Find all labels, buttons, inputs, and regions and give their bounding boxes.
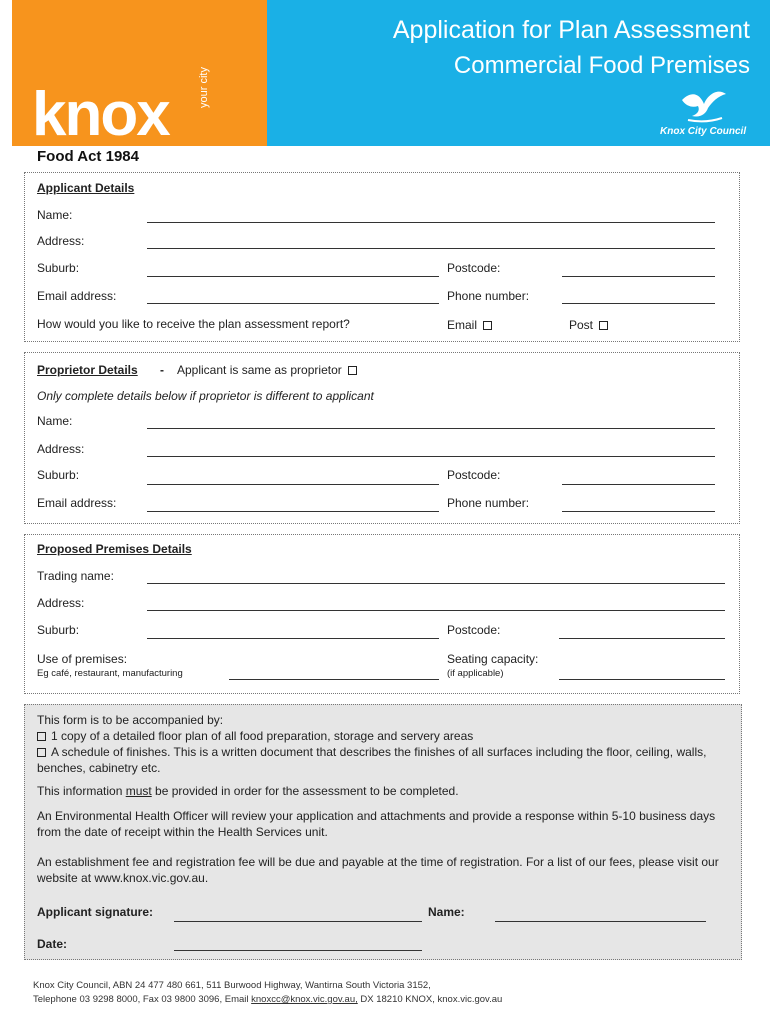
- proprietor-address-label: Address:: [37, 442, 85, 456]
- applicant-heading: Applicant Details: [37, 181, 135, 195]
- proprietor-section: [24, 352, 740, 524]
- must-post: be provided in order for the assessment to be completed.: [151, 784, 459, 798]
- proprietor-name-label: Name:: [37, 414, 73, 428]
- must-provide-text: [37, 783, 737, 799]
- report-delivery-question: How would you like to receive the plan assessment report?: [37, 317, 350, 331]
- same-as-applicant-label: Applicant is same as proprietor: [177, 363, 342, 377]
- applicant-phone-label: Phone number:: [447, 289, 530, 303]
- proprietor-suburb-label: Suburb:: [37, 468, 80, 482]
- applicant-email-label: Email address:: [37, 289, 117, 303]
- proprietor-email-label: Email address:: [37, 496, 117, 510]
- footer-contact: [33, 994, 502, 1005]
- premises-postcode-field[interactable]: [559, 638, 725, 639]
- must-word: must: [125, 784, 152, 798]
- footer-address: Knox City Council, ABN 24 477 480 661, 511 Burwood Highway, Wantirna South Victoria 3152,: [33, 980, 431, 991]
- trading-name-label: Trading name:: [37, 569, 114, 583]
- requirement-finishes: [37, 744, 737, 776]
- premises-address-field[interactable]: [147, 610, 725, 611]
- knox-logo: knox: [32, 80, 169, 149]
- proprietor-postcode-label: Postcode:: [447, 468, 501, 482]
- proprietor-heading: Proprietor Details: [37, 363, 138, 377]
- applicant-postcode-label: Postcode:: [447, 261, 501, 275]
- use-of-premises-hint: Eg café, restaurant, manufacturing: [37, 668, 183, 679]
- applicant-address-label: Address:: [37, 234, 85, 248]
- review-text: An Environmental Health Officer will review your application and attachments and provide a response within 5-10 business days from the date of receipt within the Health Services unit.: [37, 809, 716, 839]
- floor-plan-text: 1 copy of a detailed floor plan of all food preparation, storage and servery areas: [51, 729, 474, 743]
- proprietor-name-field[interactable]: [147, 428, 715, 429]
- fees-text: An establishment fee and registration fee will be due and payable at the time of registration. For a list of our fees, please visit our website at www.knox.vic.gov.au.: [37, 855, 719, 885]
- report-post-label: Post: [569, 318, 594, 332]
- act-title: Food Act 1984: [37, 148, 139, 165]
- report-post-checkbox[interactable]: [599, 321, 608, 330]
- premises-heading: Proposed Premises Details: [37, 542, 192, 556]
- footer-contact-post: DX 18210 KNOX, knox.vic.gov.au: [357, 994, 503, 1005]
- logo-tagline: your city: [198, 67, 210, 108]
- seating-capacity-hint: (if applicable): [447, 668, 504, 679]
- signature-field[interactable]: [174, 921, 422, 922]
- premises-suburb-field[interactable]: [147, 638, 439, 639]
- proprietor-phone-field[interactable]: [562, 511, 715, 512]
- report-post-option[interactable]: [569, 318, 608, 332]
- sign-name-field[interactable]: [495, 921, 706, 922]
- finishes-checkbox[interactable]: [37, 748, 46, 757]
- seating-capacity-label: Seating capacity:: [447, 652, 539, 666]
- applicant-name-label: Name:: [37, 208, 73, 222]
- council-bird-icon: [678, 86, 728, 126]
- premises-address-label: Address:: [37, 596, 85, 610]
- report-email-checkbox[interactable]: [483, 321, 492, 330]
- must-pre: This information: [37, 784, 126, 798]
- proprietor-dash: -: [160, 363, 164, 377]
- floor-plan-checkbox[interactable]: [37, 732, 46, 741]
- signature-label: Applicant signature:: [37, 905, 154, 919]
- requirements-intro: This form is to be accompanied by:: [37, 713, 224, 727]
- form-title: Application for Plan Assessment: [392, 16, 750, 44]
- same-as-applicant-option[interactable]: [177, 363, 357, 377]
- footer-contact-pre: Telephone 03 9298 8000, Fax 03 9800 3096, Email: [33, 994, 252, 1005]
- proprietor-postcode-field[interactable]: [562, 484, 715, 485]
- seating-capacity-field[interactable]: [559, 679, 725, 680]
- proprietor-note: Only complete details below if proprietor is different to applicant: [37, 389, 374, 403]
- trading-name-field[interactable]: [147, 583, 725, 584]
- council-logo-text: Knox City Council: [660, 126, 747, 137]
- applicant-phone-field[interactable]: [562, 303, 715, 304]
- date-field[interactable]: [174, 950, 422, 951]
- use-of-premises-label: Use of premises:: [37, 652, 128, 666]
- form-subtitle: Commercial Food Premises: [453, 52, 750, 79]
- applicant-name-field[interactable]: [147, 222, 715, 223]
- finishes-text: A schedule of finishes. This is a written document that describes the finishes of all surfaces including the floor, ceiling, walls, benches, cabinetry etc.: [37, 745, 707, 775]
- sign-name-label: Name:: [428, 905, 465, 919]
- applicant-suburb-field[interactable]: [147, 276, 439, 277]
- footer-email-link[interactable]: knoxcc@knox.vic.gov.au,: [251, 994, 358, 1005]
- report-email-option[interactable]: [447, 318, 492, 332]
- proprietor-suburb-field[interactable]: [147, 484, 439, 485]
- proprietor-address-field[interactable]: [147, 456, 715, 457]
- proprietor-email-field[interactable]: [147, 511, 439, 512]
- report-email-label: Email: [447, 318, 478, 332]
- applicant-address-field[interactable]: [147, 248, 715, 249]
- premises-suburb-label: Suburb:: [37, 623, 80, 637]
- proprietor-phone-label: Phone number:: [447, 496, 530, 510]
- applicant-suburb-label: Suburb:: [37, 261, 80, 275]
- same-as-applicant-checkbox[interactable]: [348, 366, 357, 375]
- requirement-floor-plan: [37, 728, 737, 744]
- applicant-postcode-field[interactable]: [562, 276, 715, 277]
- applicant-email-field[interactable]: [147, 303, 439, 304]
- date-label: Date:: [37, 937, 68, 951]
- use-of-premises-field[interactable]: [229, 679, 439, 680]
- premises-postcode-label: Postcode:: [447, 623, 501, 637]
